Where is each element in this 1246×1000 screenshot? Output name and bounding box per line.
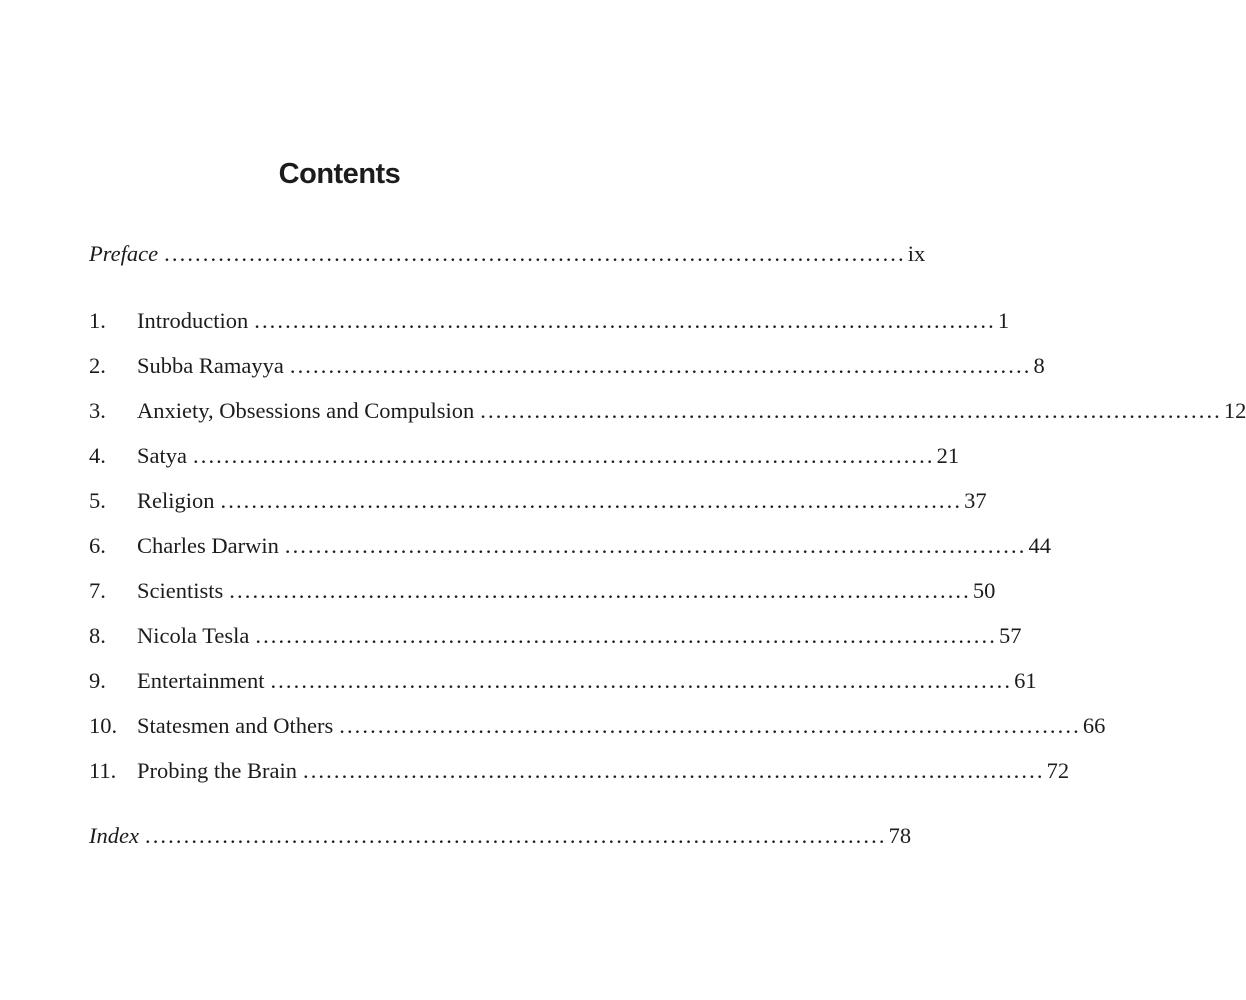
toc-entry-page: 78 xyxy=(888,823,912,848)
toc-entry-number: 8. xyxy=(89,623,106,648)
toc-entry-page: 50 xyxy=(972,578,996,603)
toc-entry-title: Probing the Brain xyxy=(137,758,297,783)
toc-entry-chapter[interactable] xyxy=(89,668,1037,702)
toc-entry-title: Entertainment xyxy=(137,668,265,693)
dot-leader: ................................................................................................ xyxy=(284,533,1027,558)
toc-entry-title: Religion xyxy=(137,488,215,513)
dot-leader: ................................................................................................ xyxy=(254,308,996,333)
toc-entry-title: Nicola Tesla xyxy=(137,623,250,648)
toc-entry-page: 37 xyxy=(964,488,987,513)
toc-entry-chapter[interactable] xyxy=(89,758,1070,792)
toc-entry-index[interactable] xyxy=(89,823,912,857)
dot-leader: ................................................................................................ xyxy=(302,758,1045,783)
toc-entry-chapter[interactable] xyxy=(89,533,1051,567)
toc-entry-number: 1. xyxy=(89,308,106,333)
toc-entry-title: Charles Darwin xyxy=(137,533,279,558)
toc-entry-page: 8 xyxy=(1033,353,1045,378)
toc-entry-title: Introduction xyxy=(137,308,249,333)
dot-leader: ................................................................................................ xyxy=(144,823,887,848)
dot-leader: ................................................................................................ xyxy=(339,713,1081,738)
toc-entry-chapter[interactable] xyxy=(89,443,960,477)
dot-leader: ................................................................................................ xyxy=(289,353,1032,378)
toc-entry-number: 5. xyxy=(89,488,106,513)
toc-entry-number: 2. xyxy=(89,353,106,378)
toc-entry-page: 1 xyxy=(997,308,1010,333)
toc-entry-page: 57 xyxy=(998,623,1022,648)
dot-leader: ................................................................................................ xyxy=(220,488,963,513)
toc-entry-title: Scientists xyxy=(137,578,224,603)
toc-entry-chapter[interactable] xyxy=(89,308,1010,342)
toc-entry-title: Anxiety, Obsessions and Compulsion xyxy=(137,398,475,423)
toc-entry-chapter[interactable] xyxy=(89,713,1106,747)
toc-entry-page: 44 xyxy=(1028,533,1051,558)
dot-leader: ................................................................................................ xyxy=(164,241,906,266)
toc-entry-number: 4. xyxy=(89,443,106,468)
toc-entry-preface[interactable] xyxy=(89,241,926,275)
toc-entry-title: Satya xyxy=(137,443,187,468)
toc-entry-number: 11. xyxy=(89,758,117,783)
toc-entry-page: 12 xyxy=(1223,398,1246,423)
dot-leader: ................................................................................................ xyxy=(270,668,1013,693)
toc-entry-page: ix xyxy=(907,241,926,266)
toc-entry-page: 66 xyxy=(1082,713,1106,738)
toc-entry-number: 10. xyxy=(89,713,118,738)
toc-entry-page: 61 xyxy=(1014,668,1037,693)
page-title: Contents xyxy=(278,158,401,190)
toc-entry-title: Statesmen and Others xyxy=(137,713,334,738)
toc-entry-title: Index xyxy=(89,823,139,848)
dot-leader: ................................................................................................ xyxy=(193,443,935,468)
toc-entry-number: 3. xyxy=(89,398,106,423)
toc-entry-chapter[interactable] xyxy=(89,578,996,612)
toc-entry-chapter[interactable] xyxy=(89,398,1246,432)
toc-entry-chapter[interactable] xyxy=(89,488,987,522)
toc-entry-number: 7. xyxy=(89,578,106,603)
toc-entry-title: Subba Ramayya xyxy=(137,353,284,378)
toc-entry-page: 21 xyxy=(936,443,960,468)
toc-entry-page: 72 xyxy=(1046,758,1070,783)
dot-leader: ................................................................................................ xyxy=(229,578,971,603)
dot-leader: ................................................................................................ xyxy=(255,623,997,648)
toc-entry-chapter[interactable] xyxy=(89,623,1022,657)
toc-entry-title: Preface xyxy=(89,241,159,266)
toc-entry-number: 9. xyxy=(89,668,106,693)
toc-entry-chapter[interactable] xyxy=(89,353,1045,387)
toc-entry-number: 6. xyxy=(89,533,106,558)
dot-leader: ................................................................................................ xyxy=(480,398,1222,423)
